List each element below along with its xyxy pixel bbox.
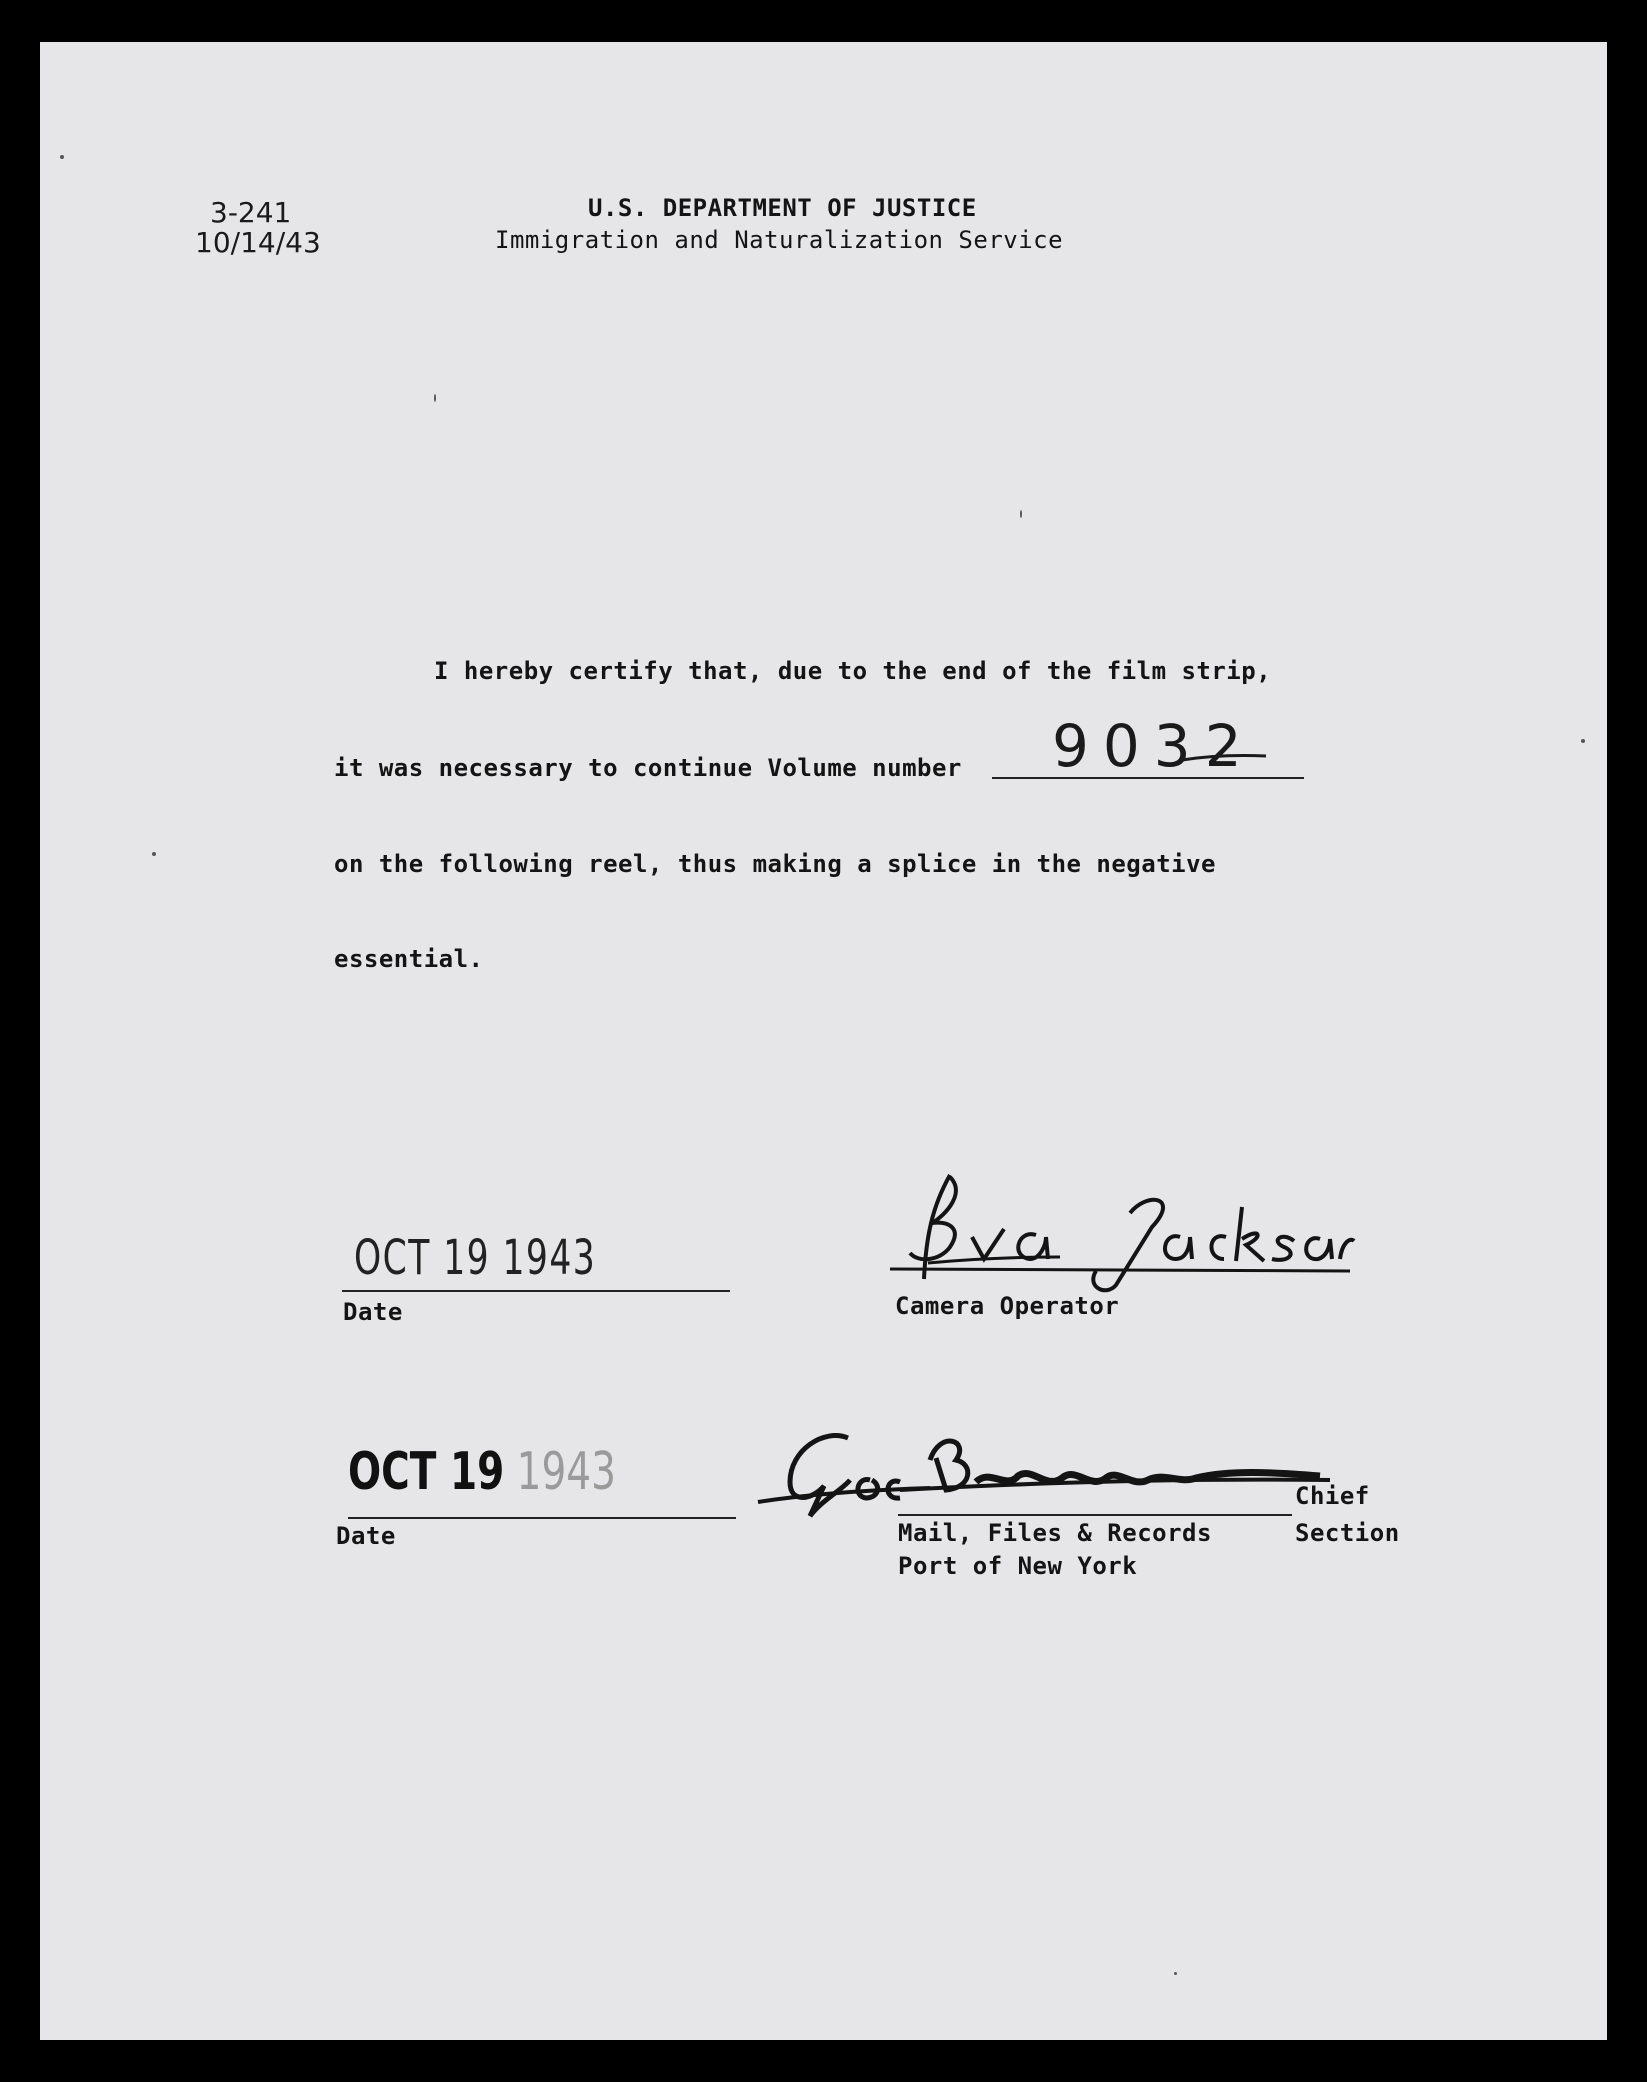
dust-speck	[60, 155, 64, 159]
dust-speck	[434, 394, 436, 402]
form-date: 10/14/43	[195, 226, 321, 259]
chief-office-line-2: Port of New York	[898, 1552, 1138, 1580]
chief-section-label: Section	[1295, 1519, 1400, 1547]
department-heading: U.S. DEPARTMENT OF JUSTICE	[588, 194, 977, 222]
dust-speck	[1174, 1972, 1177, 1975]
certification-line-1: I hereby certify that, due to the end of the film strip,	[434, 657, 1272, 685]
operator-title: Camera Operator	[895, 1292, 1120, 1320]
volume-number-tail-stroke	[1180, 750, 1270, 764]
chief-office-line-1: Mail, Files & Records	[898, 1519, 1212, 1547]
certification-line-4: essential.	[334, 945, 484, 973]
chief-date-stamp	[348, 1442, 616, 1502]
operator-signature	[880, 1167, 1360, 1287]
volume-number-value: 9032	[1052, 712, 1256, 780]
chief-date-stamp-faded: 1943	[516, 1442, 616, 1502]
chief-date-stamp-main: OCT 19	[348, 1442, 505, 1502]
service-heading: Immigration and Naturalization Service	[495, 226, 1064, 254]
dust-speck	[152, 852, 156, 856]
chief-date-underline	[348, 1517, 736, 1519]
certification-line-3: on the following reel, thus making a splice in the negative	[334, 850, 1217, 878]
dust-speck	[1020, 510, 1022, 518]
certification-line-2: it was necessary to continue Volume number	[334, 754, 962, 782]
form-number: 3-241	[210, 196, 292, 229]
operator-date-stamp: OCT 19 1943	[354, 1230, 597, 1286]
operator-date-underline	[342, 1290, 730, 1292]
operator-date-label: Date	[343, 1298, 403, 1326]
chief-signature	[750, 1420, 1340, 1520]
dust-speck	[1581, 739, 1585, 743]
chief-date-label: Date	[336, 1522, 396, 1550]
chief-title: Chief	[1295, 1482, 1370, 1510]
chief-signature-underline	[898, 1514, 1292, 1516]
document-page	[40, 42, 1607, 2040]
